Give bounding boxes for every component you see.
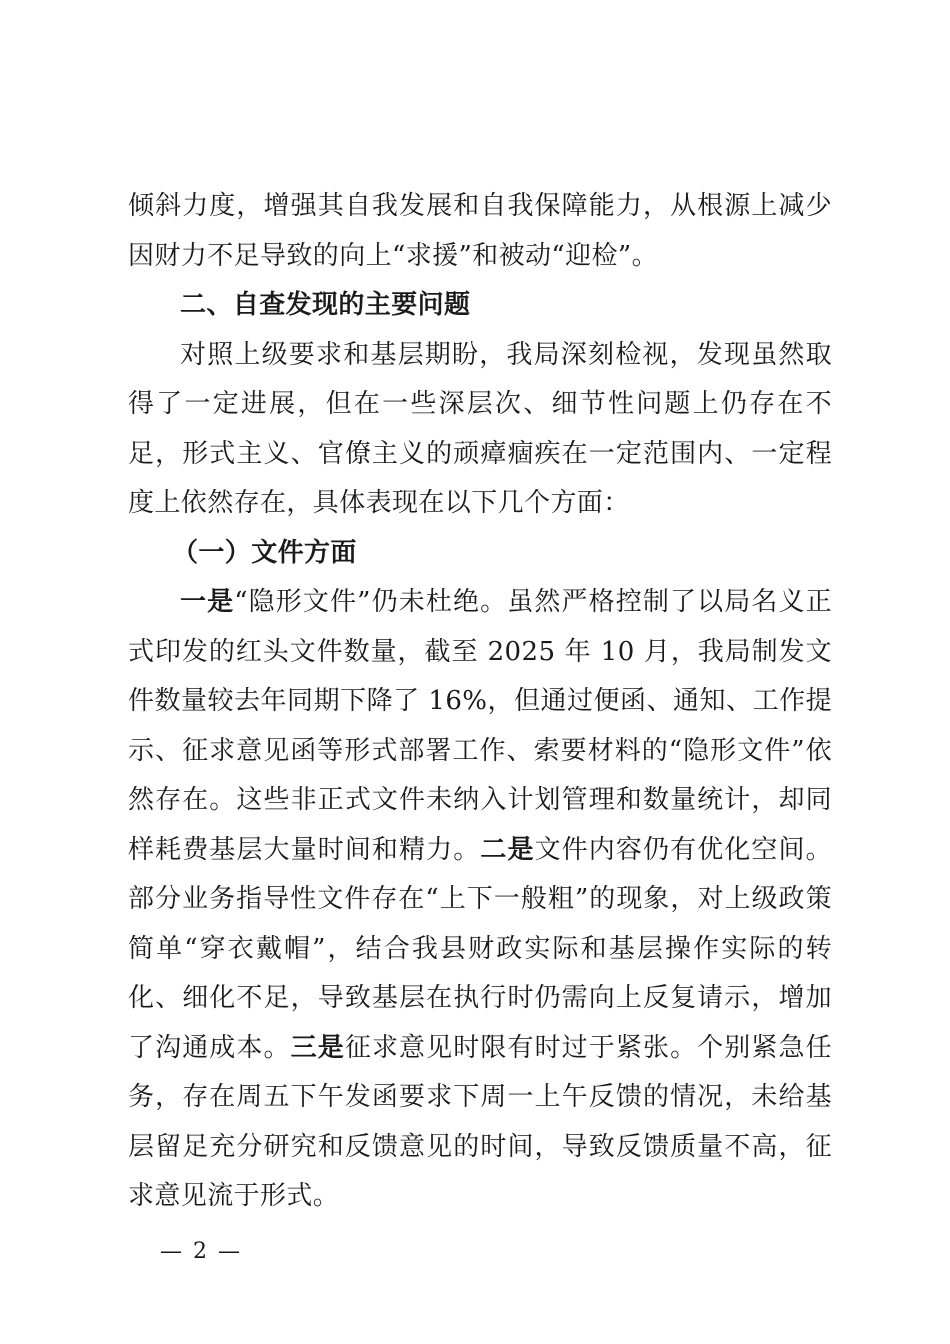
issue-text-2: 文件内容仍有优化空间。部分业务指导性文件存在“上下一般粗”的现象，对上级政策简单“穿衣戴帽”，结合我县财政实际和基层操作实际的转化、细化不足，导致基层在执行时仍需向上反复请示，增加了沟通成本。 [128, 834, 832, 1063]
intro-paragraph: 对照上级要求和基层期盼，我局深刻检视，发现虽然取得了一定进展，但在一些深层次、细节性问题上仍存在不足，形式主义、官僚主义的顽瘴痼疾在一定范围内、一定程度上依然存在，具体表现在以下几个方面： [128, 339, 832, 518]
subsection-heading: （一）文件方面 [172, 537, 357, 568]
document-body [128, 182, 832, 1222]
issue-label-3: 三是 [290, 1032, 345, 1063]
section-heading: 二、自查发现的主要问题 [180, 290, 471, 320]
issues-paragraph [128, 578, 832, 1222]
continuation-paragraph: 倾斜力度，增强其自我发展和自我保障能力，从根源上减少因财力不足导致的向上“求援”和被动“迎检”。 [128, 191, 832, 271]
issue-label-1: 一是 [180, 587, 235, 617]
page-number: — 2 — [160, 1239, 242, 1264]
issue-text-1: “隐形文件”仍未杜绝。虽然严格控制了以局名义正式印发的红头文件数量，截至 2025 年 10 月，我局制发文件数量较去年同期下降了 16%，但通过便函、通知、工作提示、征求意见函等形式部署工作、索要材料的“隐形文件”依然存在。这些非正式文件未纳入计划管理和数量统计，却同样耗费基层大量时间和精力。 [128, 587, 832, 865]
issue-text-3: 征求意见时限有时过于紧张。个别紧急任务，存在周五下午发函要求下周一上午反馈的情况，未给基层留足充分研究和反馈意见的时间，导致反馈质量不高，征求意见流于形式。 [128, 1032, 832, 1211]
issue-label-2: 二是 [480, 834, 535, 865]
